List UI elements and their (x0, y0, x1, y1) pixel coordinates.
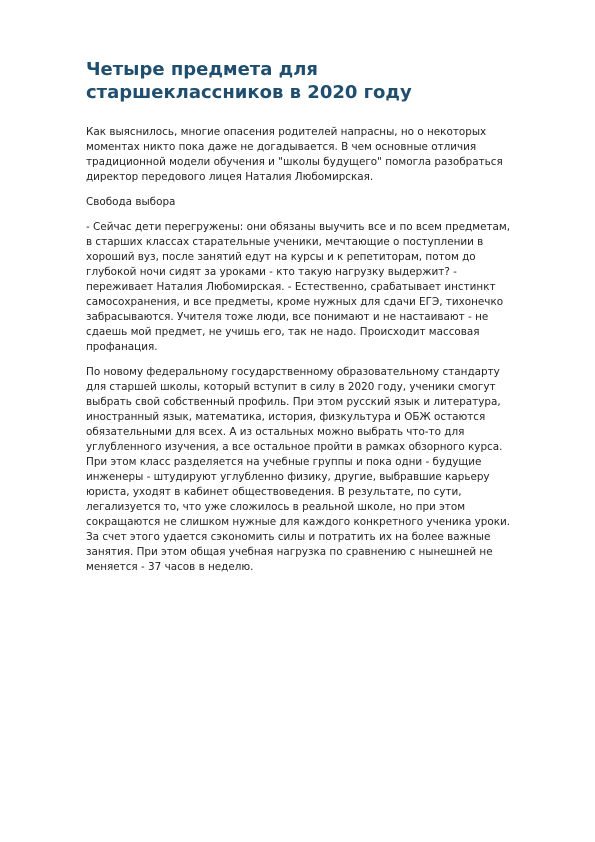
article-title: Четыре предмета для старшеклассников в 2020 году (86, 59, 412, 103)
article-body (86, 125, 516, 585)
section-heading: Свобода выбора (86, 196, 176, 208)
quote-paragraph: - Сейчас дети перегружены: они обязаны выучить все и по всем предметам, в старших классах старательные ученики, мечтающие о поступлении в хороший вуз, после занятий едут на курсы и к репетиторам, потом до глубокой ночи сидят за уроками - кто такую нагрузку выдержит? - переживает Наталия Любомирская. - Естественно, срабатывает инстинкт самосохранения, и все предметы, кроме нужных для сдачи ЕГЭ, тихонечко забрасываются. Учителя тоже люди, все понимают и не настаивают - не сдаешь мой предмет, не учишь его, так не надо. Происходит массовая профанация. (86, 221, 511, 353)
standard-paragraph: По новому федеральному государственному образовательному стандарту для старшей школы, который вступит в силу в 2020 году, ученики смогут выбрать свой собственный профиль. При этом русский язык и литература, иностранный язык, математика, история, физкультура и ОБЖ остаются обязательными для всех. А из остальных можно выбрать что-то для углубленного изучения, а все остальное пройти в рамках обзорного курса. При этом класс разделяется на учебные группы и пока одни - будущие инженеры - штудируют углубленно физику, другие, выбравшие карьеру юриста, уходят в кабинет обществоведения. В результате, по сути, легализуется то, что уже сложилось в реальной школе, но при этом сокращаются не слишком нужные для каждого конкретного ученика уроки. За счет этого удается сэкономить силы и потратить их на более важные занятия. При этом общая учебная нагрузка по сравнению с нынешней не меняется - 37 часов в неделю. (86, 366, 511, 573)
intro-paragraph: Как выяснилось, многие опасения родителей напрасны, но о некоторых моментах никто пока даже не догадывается. В чем основные отличия традиционной модели обучения и "школы будущего" помогла разобраться директор передового лицея Наталия Любомирская. (86, 126, 503, 183)
